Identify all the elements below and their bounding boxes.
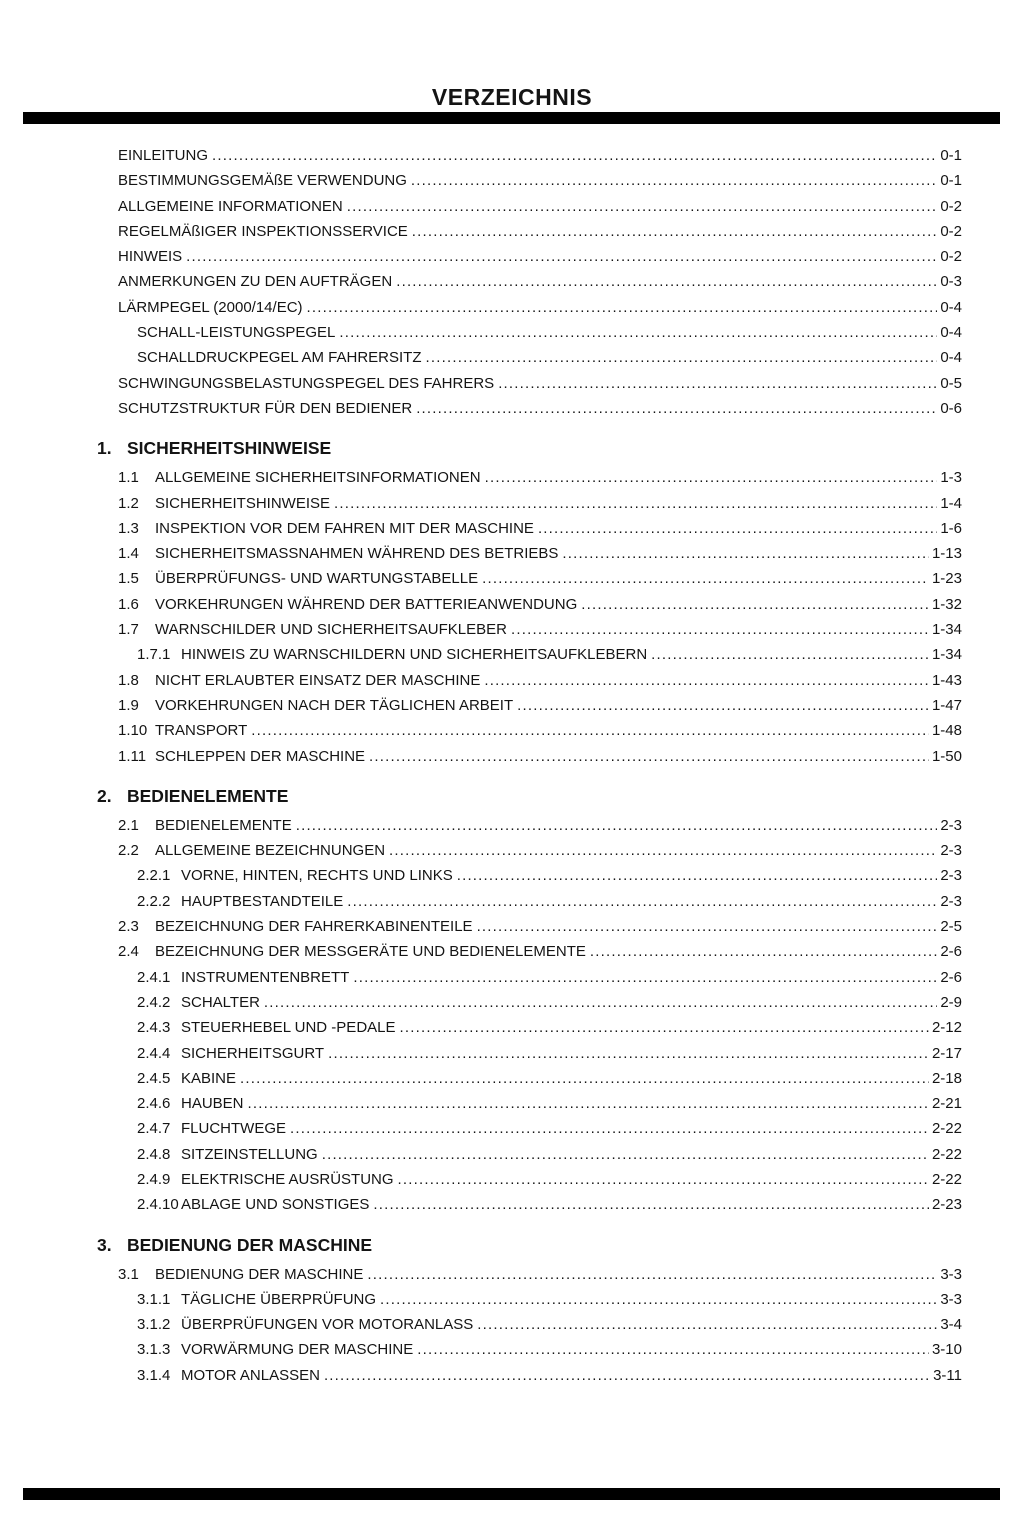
toc-entry-page: 2-21: [931, 1095, 962, 1113]
dot-leader: [484, 668, 929, 693]
toc-entry-label: MOTOR ANLASSEN: [181, 1366, 320, 1384]
dot-leader: [307, 295, 938, 320]
toc-row: [97, 939, 962, 964]
toc-entry-number: 2.4.10: [137, 1196, 179, 1214]
dot-leader: [411, 168, 937, 193]
toc-entry-page: 3-3: [940, 1290, 962, 1308]
toc-entry-label: KABINE: [181, 1069, 237, 1087]
dot-leader: [373, 1192, 929, 1217]
toc-entry-page: 3-3: [940, 1265, 962, 1283]
dot-leader: [347, 194, 938, 219]
page-title: VERZEICHNIS: [431, 84, 593, 110]
dot-leader: [353, 965, 937, 990]
dot-leader: [240, 1066, 929, 1091]
toc-entry-number: 2.4.5: [137, 1069, 171, 1087]
toc-entry-number: 2.4.9: [137, 1170, 171, 1188]
toc-entry-page: 1-3: [940, 469, 962, 487]
toc-entry-label: BEDIENUNG DER MASCHINE: [127, 1234, 373, 1255]
toc-row: [97, 1091, 962, 1116]
dot-leader: [324, 1363, 930, 1388]
toc-row: [97, 889, 962, 914]
toc-entry-number: 1.4: [118, 545, 139, 563]
toc-entry-number: 2.4.1: [137, 968, 171, 986]
toc-entry-label: SITZEINSTELLUNG: [181, 1145, 318, 1163]
toc-entry-page: 2-22: [931, 1120, 962, 1138]
toc-row: [97, 1192, 962, 1217]
toc-entry-number: 1.7.1: [137, 646, 171, 664]
toc-entry-page: 0-2: [940, 222, 962, 240]
toc-entry-label: SCHALLDRUCKPEGEL AM FAHRERSITZ: [137, 349, 422, 367]
toc-entry-number: 1.10: [118, 722, 148, 740]
dot-leader: [380, 1287, 937, 1312]
toc-entry-label: SCHWINGUNGSBELASTUNGSPEGEL DES FAHRERS: [118, 374, 495, 392]
toc-entry-label: SICHERHEITSHINWEISE: [155, 494, 331, 512]
toc-entry-number: 2.2: [118, 842, 139, 860]
dot-leader: [339, 320, 937, 345]
dot-leader: [590, 939, 937, 964]
toc-row: [97, 295, 962, 320]
toc-row: [97, 990, 962, 1015]
toc-row: [97, 1337, 962, 1362]
toc-entry-page: 1-47: [931, 696, 962, 714]
toc-row: [97, 541, 962, 566]
toc-entry-page: 0-4: [940, 298, 962, 316]
dot-leader: [396, 269, 937, 294]
toc-entry-label: ALLGEMEINE INFORMATIONEN: [118, 197, 343, 215]
dot-leader: [186, 244, 937, 269]
dot-leader: [417, 1337, 929, 1362]
toc-row: [97, 1116, 962, 1141]
toc-entry-page: 0-4: [940, 324, 962, 342]
toc-row: [97, 1363, 962, 1388]
toc-entry-number: 2.2.1: [137, 867, 171, 885]
toc-entry-label: SICHERHEITSMASSNAHMEN WÄHREND DES BETRIEBS: [155, 545, 559, 563]
toc-entry-page: 2-3: [940, 816, 962, 834]
dot-leader: [581, 592, 929, 617]
toc-row: [97, 1262, 962, 1287]
toc-entry-number: 3.1.1: [137, 1290, 171, 1308]
toc-entry-label: VORKEHRUNGEN WÄHREND DER BATTERIEANWENDUNG: [155, 595, 578, 613]
toc-row: [97, 592, 962, 617]
toc-entry-label: STEUERHEBEL UND -PEDALE: [181, 1019, 396, 1037]
toc-entry-number: 3.1.3: [137, 1341, 171, 1359]
toc-entry-label: ABLAGE UND SONSTIGES: [181, 1196, 370, 1214]
dot-leader: [562, 541, 929, 566]
dot-leader: [347, 889, 937, 914]
toc-entry-number: 2.4.8: [137, 1145, 171, 1163]
toc-entry-page: 0-2: [940, 248, 962, 266]
toc-row: [97, 1232, 962, 1258]
toc-entry-label: BEZEICHNUNG DER MESSGERÄTE UND BEDIENELEMENTE: [155, 943, 586, 961]
toc-row: [97, 1312, 962, 1337]
toc-entry-label: BESTIMMUNGSGEMÄßE VERWENDUNG: [118, 172, 407, 190]
toc-entry-page: 0-1: [940, 147, 962, 164]
toc-entry-page: 2-18: [931, 1069, 962, 1087]
dot-leader: [477, 1312, 937, 1337]
dot-leader: [367, 1262, 937, 1287]
toc-entry-label: SCHUTZSTRUKTUR FÜR DEN BEDIENER: [118, 399, 413, 417]
toc-entry-label: ALLGEMEINE BEZEICHNUNGEN: [155, 842, 386, 860]
toc-entry-page: 1-43: [931, 671, 962, 689]
toc-row: [97, 1066, 962, 1091]
toc-row: [97, 838, 962, 863]
toc-entry-label: BEDIENUNG DER MASCHINE: [155, 1265, 364, 1283]
toc-row: [97, 465, 962, 490]
dot-leader: [328, 1041, 929, 1066]
toc-row: [97, 396, 962, 421]
toc-entry-label: WARNSCHILDER UND SICHERHEITSAUFKLEBER: [155, 621, 507, 639]
toc-entry-page: 2-22: [931, 1145, 962, 1163]
toc-entry-number: 2.1: [118, 816, 139, 834]
toc-entry-label: SCHLEPPEN DER MASCHINE: [155, 747, 366, 765]
toc-entry-label: HAUBEN: [181, 1095, 244, 1113]
toc-entry-label: BEZEICHNUNG DER FAHRERKABINENTEILE: [155, 918, 473, 936]
toc-entry-page: 0-2: [940, 197, 962, 215]
dot-leader: [296, 813, 938, 838]
toc-row: [97, 219, 962, 244]
toc-entry-number: 1.: [97, 438, 112, 459]
dot-leader: [538, 516, 937, 541]
toc-entry-number: 1.5: [118, 570, 139, 588]
toc-entry-label: LÄRMPEGEL (2000/14/EC): [118, 298, 303, 316]
toc-entry-label: VORWÄRMUNG DER MASCHINE: [181, 1341, 414, 1359]
toc-entry-number: 1.1: [118, 469, 139, 487]
toc-row: [97, 516, 962, 541]
dot-leader: [322, 1142, 929, 1167]
toc-entry-number: 1.7: [118, 621, 139, 639]
toc-row: [97, 744, 962, 769]
dot-leader: [485, 465, 938, 490]
dot-leader: [477, 914, 938, 939]
toc-row: [97, 371, 962, 396]
dot-leader: [389, 838, 937, 863]
toc-row: [97, 320, 962, 345]
toc-entry-label: VORKEHRUNGEN NACH DER TÄGLICHEN ARBEIT: [155, 696, 514, 714]
toc-entry-page: 2-6: [940, 968, 962, 986]
toc-entry-label: SCHALTER: [181, 993, 260, 1011]
toc-row: [97, 693, 962, 718]
toc-row: [97, 269, 962, 294]
toc-entry-number: 1.11: [118, 747, 147, 765]
toc-entry-label: ANMERKUNGEN ZU DEN AUFTRÄGEN: [118, 273, 393, 291]
toc-entry-label: FLUCHTWEGE: [181, 1120, 286, 1138]
toc-row: [97, 1041, 962, 1066]
dot-leader: [416, 396, 937, 421]
toc-entry-page: 3-4: [940, 1316, 962, 1334]
toc-entry-page: 3-11: [933, 1366, 962, 1384]
toc-entry-page: 1-23: [931, 570, 962, 588]
toc-row: [97, 863, 962, 888]
toc-row: [97, 783, 962, 809]
toc-entry-label: HINWEIS: [118, 248, 183, 266]
dot-leader: [482, 566, 929, 591]
dot-leader: [511, 617, 929, 642]
toc-entry-number: 2.4.4: [137, 1044, 171, 1062]
toc-entry-page: 1-4: [940, 494, 962, 512]
toc-row: [97, 244, 962, 269]
toc-entry-label: BEDIENELEMENTE: [155, 816, 292, 834]
toc-row: [97, 1142, 962, 1167]
dot-leader: [290, 1116, 929, 1141]
toc-entry-page: 1-34: [931, 621, 962, 639]
toc-entry-page: 0-3: [940, 273, 962, 291]
toc-entry-number: 2.3: [118, 918, 139, 936]
toc-row: [97, 813, 962, 838]
toc-entry-label: VORNE, HINTEN, RECHTS UND LINKS: [181, 867, 453, 885]
toc-row: [97, 668, 962, 693]
dot-leader: [400, 1015, 929, 1040]
toc-row: [97, 965, 962, 990]
toc-entry-number: 3.: [97, 1234, 112, 1255]
toc-entry-page: 2-3: [940, 892, 962, 910]
toc-entry-page: 1-32: [931, 595, 962, 613]
toc-entry-page: 2-5: [940, 918, 962, 936]
toc-entry-label: ALLGEMEINE SICHERHEITSINFORMATIONEN: [155, 469, 481, 487]
toc-entry-label: SICHERHEITSGURT: [181, 1044, 325, 1062]
toc-entry-number: 2.2.2: [137, 892, 171, 910]
toc-entry-page: 0-1: [940, 172, 962, 190]
toc-entry-number: 1.2: [118, 494, 139, 512]
toc-entry-number: 2.4.6: [137, 1095, 171, 1113]
toc-entry-number: 1.9: [118, 696, 139, 714]
dot-leader: [651, 642, 929, 667]
toc-entry-label: INSTRUMENTENBRETT: [181, 968, 350, 986]
toc-entry-number: 2.4.2: [137, 993, 171, 1011]
toc-entry-number: 1.3: [118, 519, 139, 537]
toc-entry-label: HINWEIS ZU WARNSCHILDERN UND SICHERHEITSAUFKLEBERN: [181, 646, 648, 664]
toc-row: [97, 1287, 962, 1312]
toc-entry-number: 3.1.4: [137, 1366, 171, 1384]
toc-row: [97, 435, 962, 461]
toc-entry-page: 2-6: [940, 943, 962, 961]
dot-leader: [498, 371, 937, 396]
toc-entry-label: SCHALL-LEISTUNGSPEGEL: [137, 324, 336, 342]
toc-entry-number: 1.6: [118, 595, 139, 613]
toc-entry-label: ELEKTRISCHE AUSRÜSTUNG: [181, 1170, 394, 1188]
toc-row: [97, 914, 962, 939]
toc-entry-label: INSPEKTION VOR DEM FAHREN MIT DER MASCHINE: [155, 519, 534, 537]
toc-row: [97, 1167, 962, 1192]
dot-leader: [248, 1091, 929, 1116]
toc-entry-page: 1-13: [931, 545, 962, 563]
toc-entry-label: REGELMÄßIGER INSPEKTIONSSERVICE: [118, 222, 408, 240]
dot-leader: [517, 693, 929, 718]
dot-leader: [398, 1167, 929, 1192]
toc-entry-page: 2-22: [931, 1170, 962, 1188]
toc-entry-number: 3.1.2: [137, 1316, 171, 1334]
toc-entry-page: 2-3: [940, 867, 962, 885]
toc-entry-label: ÜBERPRÜFUNGEN VOR MOTORANLASS: [181, 1316, 474, 1334]
toc-entry-page: 1-6: [940, 519, 962, 537]
toc-entry-number: 2.4.7: [137, 1120, 171, 1138]
toc-entry-label: HAUPTBESTANDTEILE: [181, 892, 344, 910]
dot-leader: [212, 143, 937, 168]
toc-entry-page: 1-34: [931, 646, 962, 664]
toc-entry-label: NICHT ERLAUBTER EINSATZ DER MASCHINE: [155, 671, 481, 689]
toc-row: [97, 168, 962, 193]
toc-entry-label: SICHERHEITSHINWEISE: [127, 438, 332, 459]
toc-entry-page: 2-23: [931, 1196, 962, 1214]
toc-entry-label: ÜBERPRÜFUNGS- UND WARTUNGSTABELLE: [155, 570, 479, 588]
dot-leader: [251, 718, 929, 743]
toc-row: [97, 143, 962, 168]
toc-row: [97, 345, 962, 370]
toc-entry-number: 2.4: [118, 943, 139, 961]
toc-row: [97, 491, 962, 516]
toc-entry-number: 2.4.3: [137, 1019, 171, 1037]
top-rule: [23, 112, 1000, 124]
toc-row: [97, 566, 962, 591]
toc-row: [97, 718, 962, 743]
toc-entry-label: TÄGLICHE ÜBERPRÜFUNG: [181, 1290, 377, 1308]
toc-entry-page: 1-50: [931, 747, 962, 765]
dot-leader: [334, 491, 937, 516]
toc-entry-number: 1.8: [118, 671, 139, 689]
toc-row: [97, 1015, 962, 1040]
dot-leader: [264, 990, 937, 1015]
toc-entry-number: 3.1: [118, 1265, 139, 1283]
toc-row: [97, 617, 962, 642]
toc-entry-page: 2-17: [931, 1044, 962, 1062]
toc-entry-page: 1-48: [931, 722, 962, 740]
toc-entry-page: 0-4: [940, 349, 962, 367]
toc-entry-page: 2-3: [940, 842, 962, 860]
toc-row: [97, 642, 962, 667]
dot-leader: [426, 345, 938, 370]
toc-entry-number: 2.: [97, 785, 112, 806]
toc-entry-page: 0-6: [940, 399, 962, 417]
toc-row: [97, 194, 962, 219]
dot-leader: [369, 744, 929, 769]
toc-entry-page: 2-12: [931, 1019, 962, 1037]
dot-leader: [457, 863, 938, 888]
toc-entry-page: 2-9: [940, 993, 962, 1011]
dot-leader: [412, 219, 938, 244]
toc-entry-label: TRANSPORT: [155, 722, 248, 740]
table-of-contents: [97, 143, 962, 1388]
toc-entry-label: BEDIENELEMENTE: [127, 785, 289, 806]
toc-entry-label: EINLEITUNG: [118, 147, 209, 164]
toc-entry-page: 0-5: [940, 374, 962, 392]
bottom-rule: [23, 1488, 1000, 1500]
toc-entry-page: 3-10: [931, 1341, 962, 1359]
